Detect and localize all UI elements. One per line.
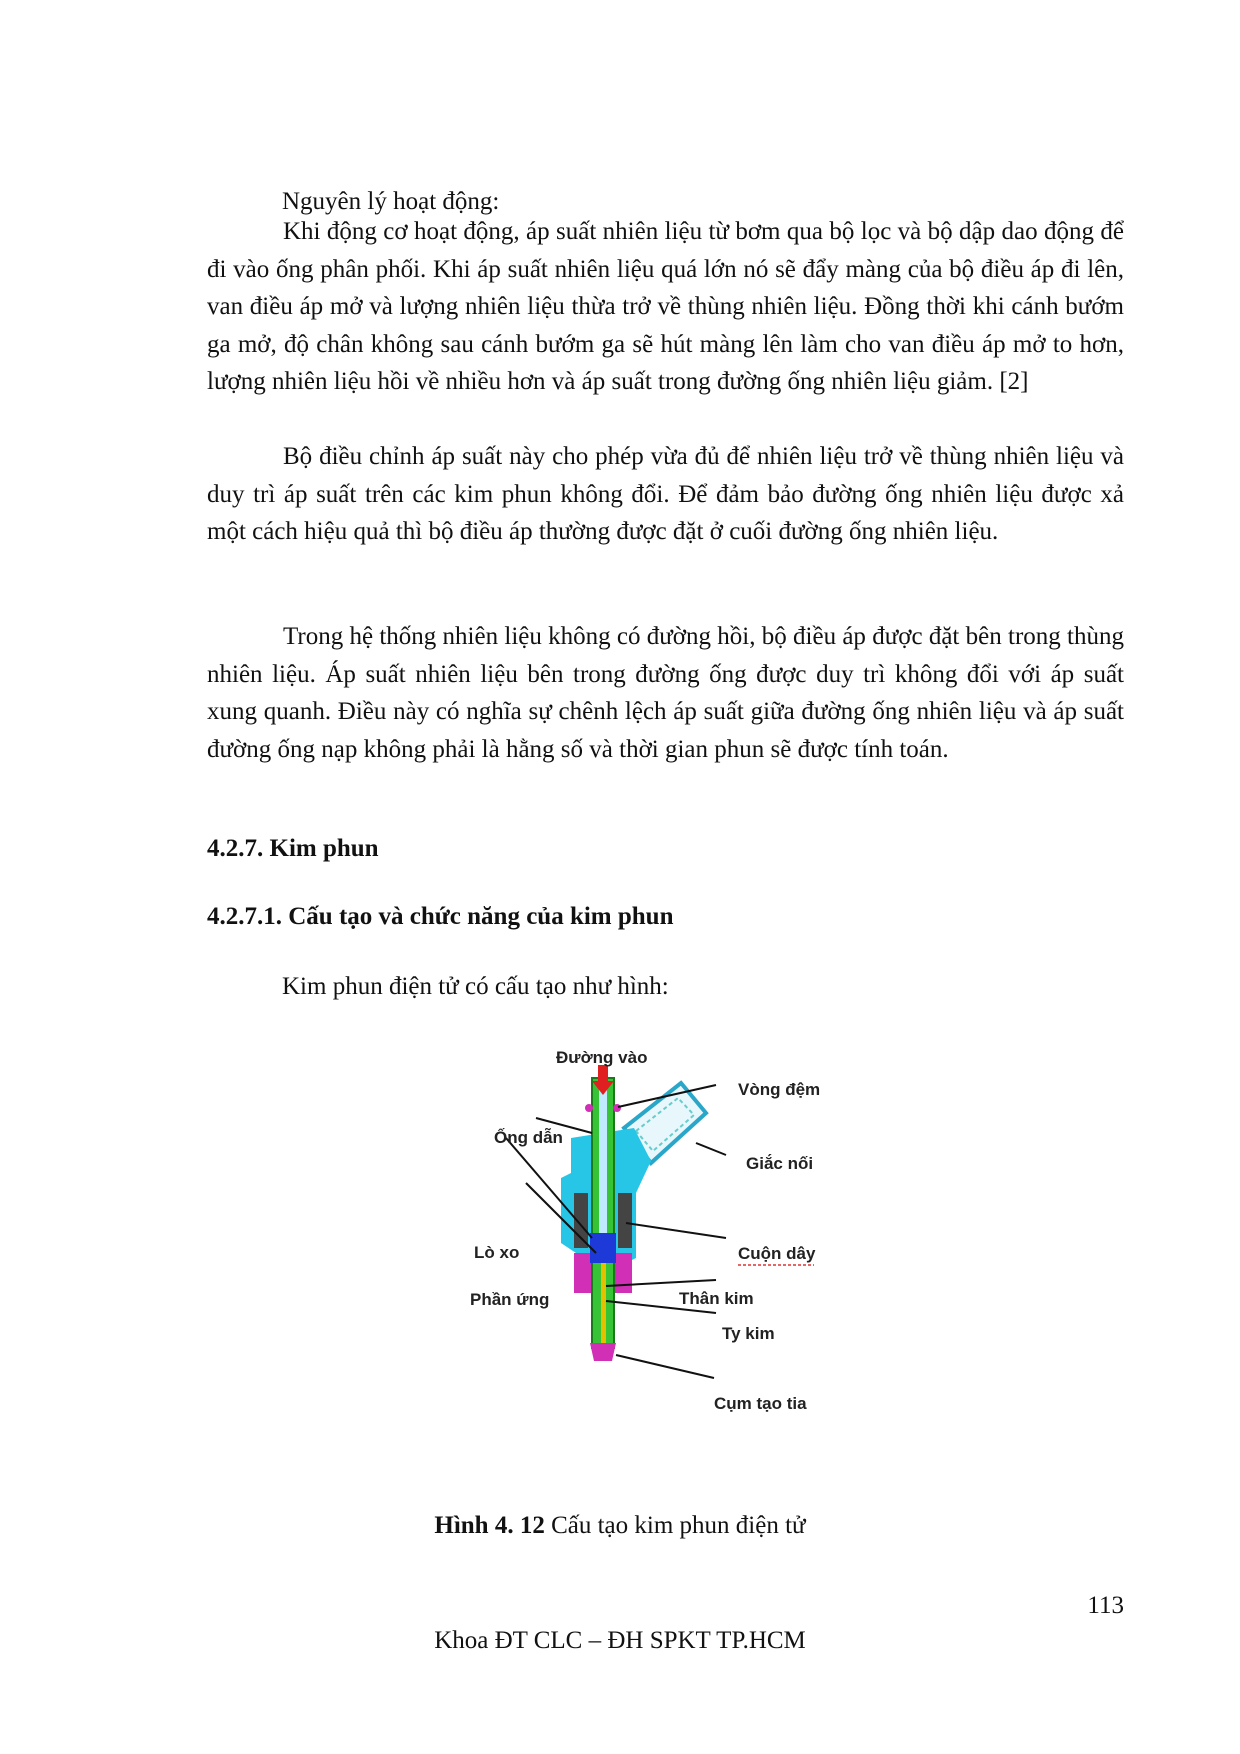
intro-text: Kim phun điện tử có cấu tạo như hình:	[282, 973, 669, 1000]
figure-number: Hình 4. 12	[434, 1512, 545, 1539]
paragraph-returnless: Trong hệ thống nhiên liệu không có đường hồi, bộ điều áp được đặt bên trong thùng nhiên liệu. Áp suất nhiên liệu bên trong đường ống được duy trì không đổi với áp suất xung quanh. Điều này có nghĩa sự chênh lệch áp suất giữa đường ống nhiên liệu và áp suất đường ống nạp không phải là hằng số và thời gian phun sẽ được tính toán.	[207, 623, 1124, 763]
label-coil: Cuộn dây	[738, 1244, 816, 1263]
label-body: Thân kim	[679, 1289, 754, 1308]
page-footer: Khoa ĐT CLC – ĐH SPKT TP.HCM	[434, 1627, 806, 1654]
label-tube: Ống dẫn	[494, 1128, 563, 1147]
label-seal: Vòng đệm	[738, 1080, 821, 1099]
paragraph-regulator: Bộ điều chỉnh áp suất này cho phép vừa đủ để nhiên liệu trở về thùng nhiên liệu và duy trì áp suất trên các kim phun không đổi. Để đảm bảo đường ống nhiên liệu được xả một cách hiệu quả thì bộ điều áp thường được đặt ở cuối đường ống nhiên liệu.	[207, 443, 1124, 545]
label-spring: Lò xo	[474, 1243, 520, 1262]
label-connector: Giắc nối	[746, 1154, 814, 1173]
section-label: Nguyên lý hoạt động:	[282, 188, 500, 215]
heading-kim-phun: 4.2.7. Kim phun	[207, 835, 379, 862]
injector-drawing	[561, 1065, 706, 1361]
label-nozzle: Cụm tạo tia	[714, 1394, 807, 1413]
injector-diagram	[456, 1043, 886, 1468]
heading-cau-tao: 4.2.7.1. Cấu tạo và chức năng của kim phun	[207, 903, 674, 930]
label-armature: Phần ứng	[470, 1290, 550, 1309]
label-needle: Ty kim	[722, 1324, 775, 1343]
figure-caption-text: Cấu tạo kim phun điện tử	[544, 1512, 806, 1539]
figure-caption	[0, 1512, 1240, 1540]
page-number: 113	[1087, 1592, 1124, 1619]
paragraph-operation: Khi động cơ hoạt động, áp suất nhiên liệu từ bơm qua bộ lọc và bộ dập dao động để đi vào ống phân phối. Khi áp suất nhiên liệu quá lớn nó sẽ đẩy màng của bộ điều áp đi lên, van điều áp mở và lượng nhiên liệu thừa trở về thùng nhiên liệu. Đồng thời khi cánh bướm ga mở, độ chân không sau cánh bướm ga sẽ hút màng lên làm cho van điều áp mở to hơn, lượng nhiên liệu hồi về nhiều hơn và áp suất trong đường ống nhiên liệu giảm. [2]	[207, 218, 1124, 395]
label-inlet: Đường vào	[556, 1048, 648, 1067]
